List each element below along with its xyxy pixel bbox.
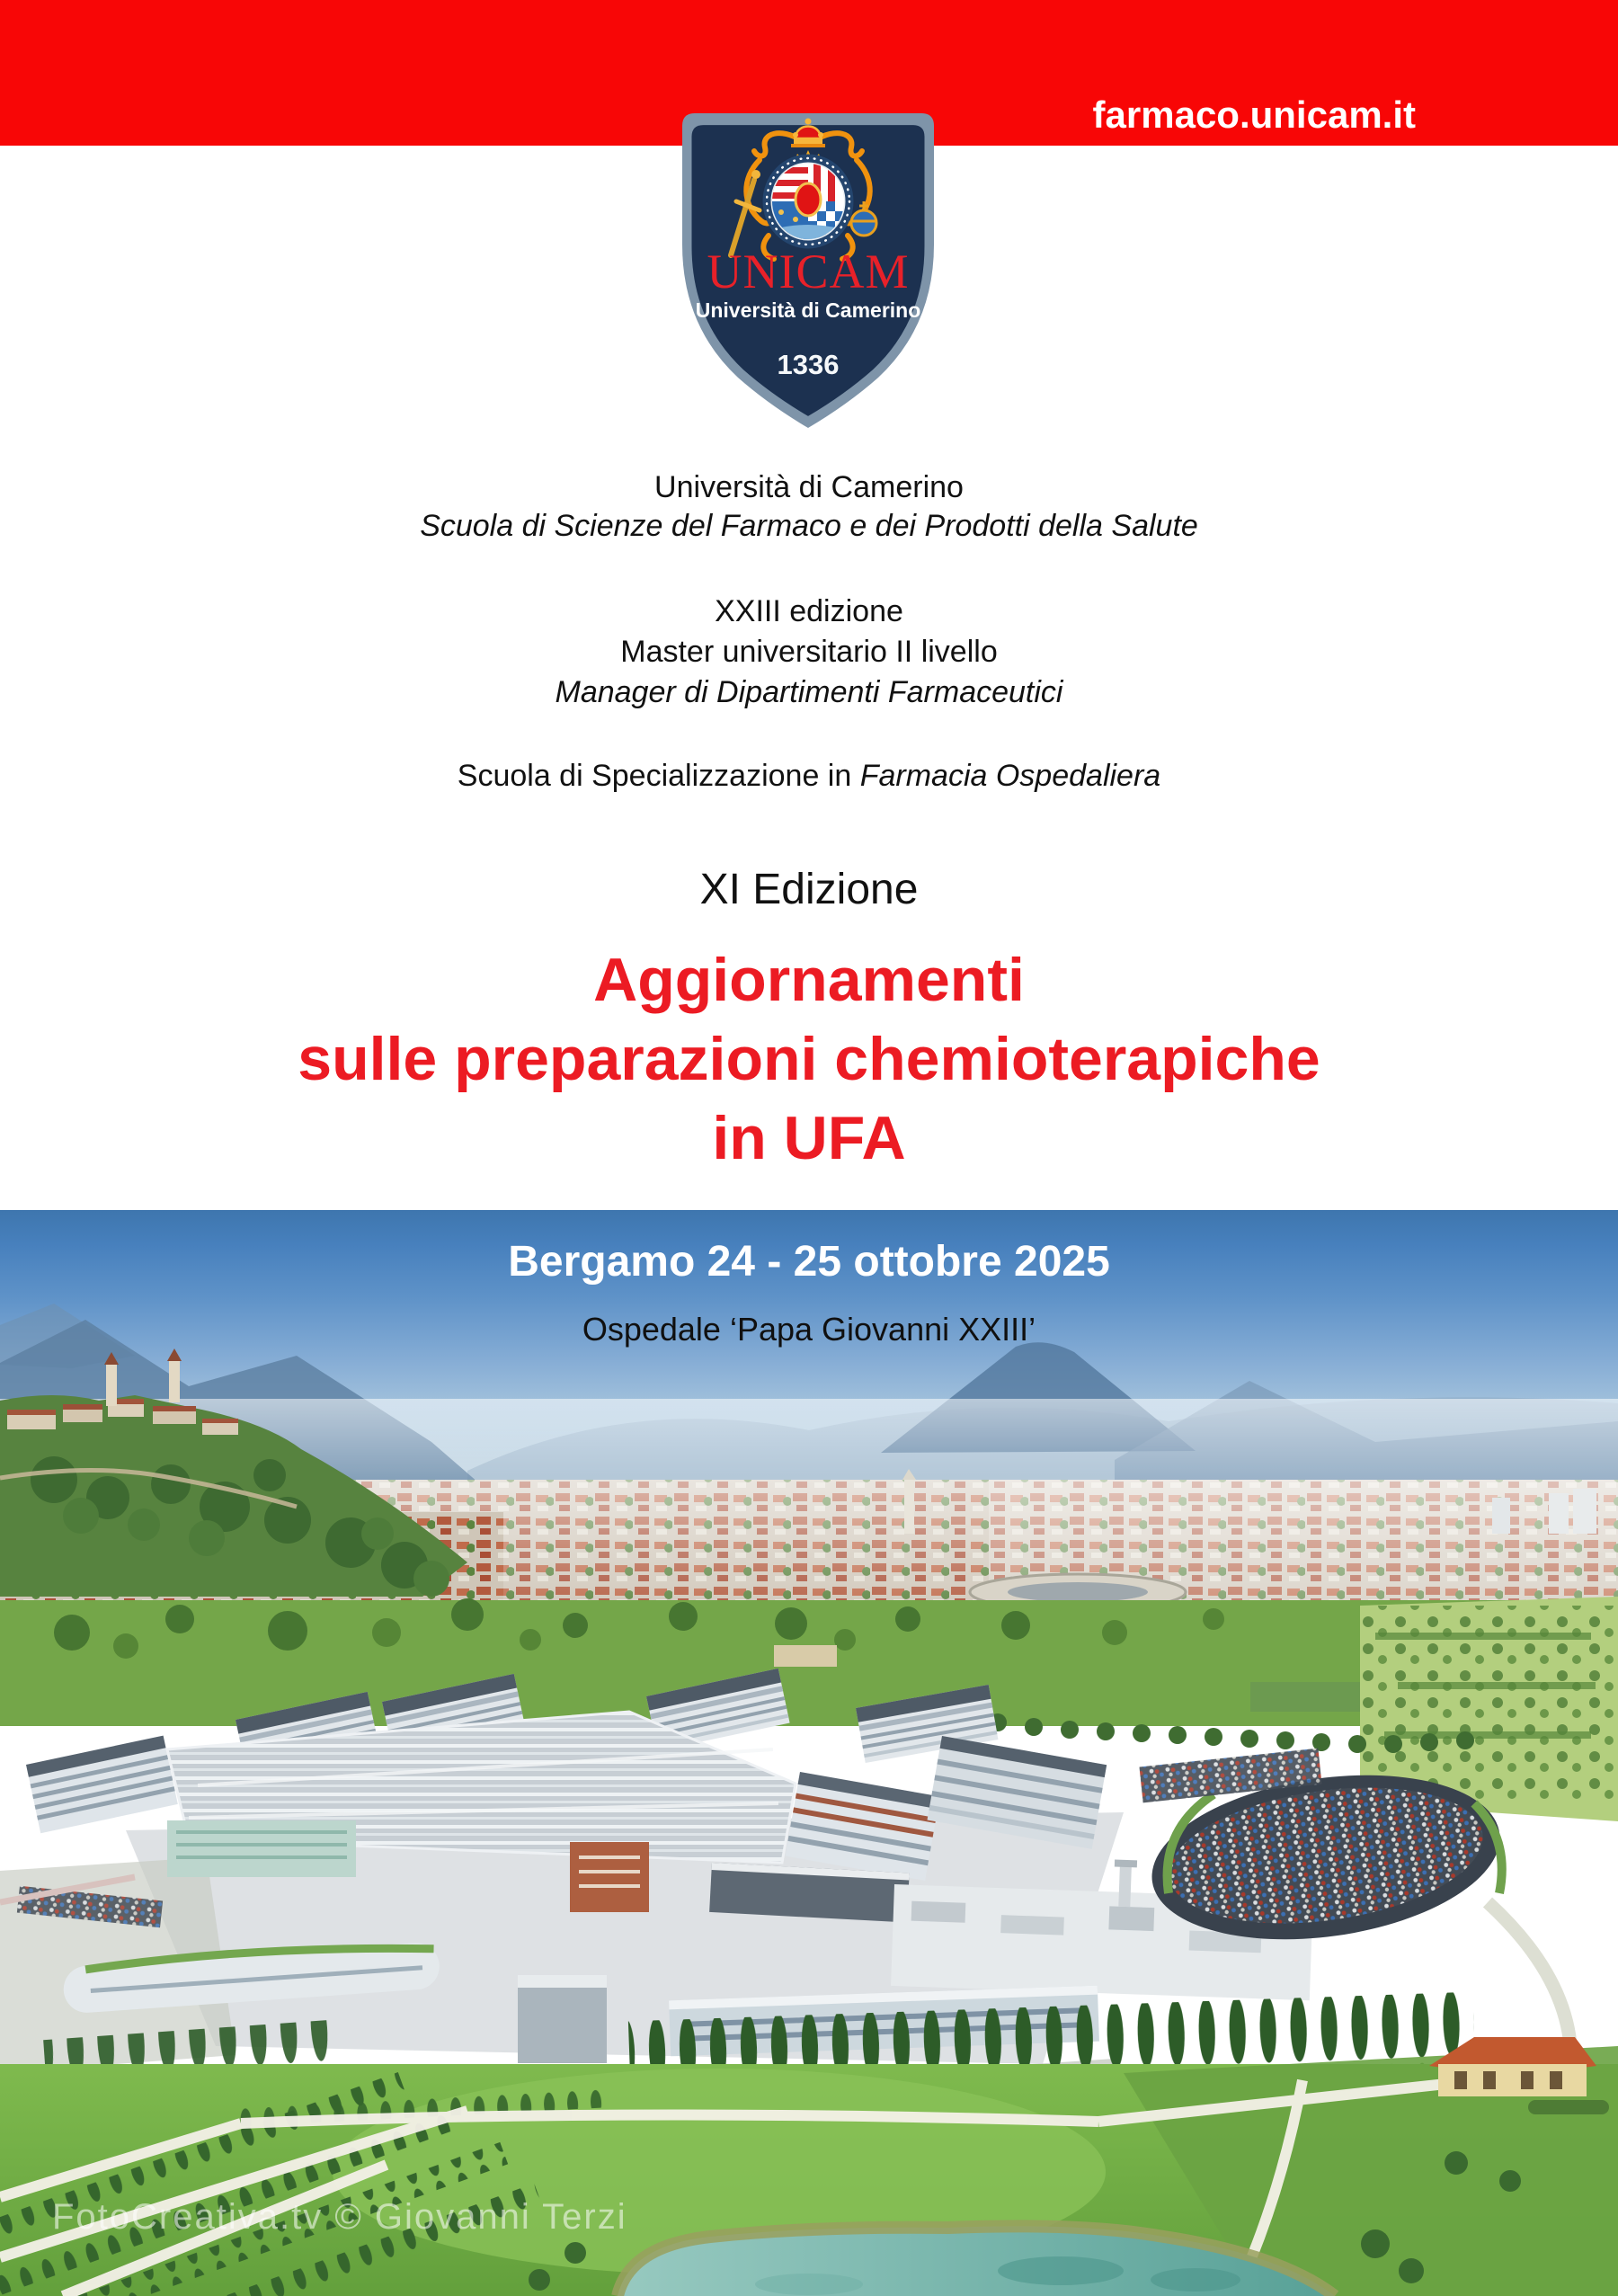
unicam-shield-icon (677, 111, 939, 432)
event-title-line2: sulle preparazioni chemioterapiche (298, 1025, 1320, 1093)
event-title-line1: Aggiornamenti (593, 946, 1025, 1014)
header-master-level: Master universitario II livello (620, 635, 998, 669)
photo-watermark: FotoCreativa.tv © Giovanni Terzi (52, 2197, 627, 2237)
logo-university-name: Università di Camerino (695, 298, 921, 322)
event-title (0, 940, 1618, 1178)
aerial-photo-illustration (0, 1210, 1618, 2296)
brick-building (570, 1842, 649, 1912)
hero-photo (0, 1210, 1618, 2296)
header-edition: XXIII edizione (715, 594, 903, 628)
park (0, 2037, 1618, 2296)
specialization-name: Farmacia Ospedaliera (859, 759, 1161, 793)
header-school: Scuola di Scienze del Farmaco e dei Prodotti della Salute (420, 509, 1198, 543)
glass-wing (167, 1820, 356, 1877)
campanile (904, 1480, 914, 1534)
logo-founded-year: 1336 (777, 349, 840, 380)
specialization-prefix: Scuola di Specializzazione in (457, 759, 860, 793)
header-master-name: Manager di Dipartimenti Farmaceutici (555, 675, 1063, 709)
header-university: Università di Camerino (654, 470, 964, 504)
logo-acronym: UNICAM (707, 245, 910, 298)
event-title-line3: in UFA (712, 1104, 906, 1172)
header-specialization (0, 756, 1618, 796)
hospital-west-wing (26, 1736, 178, 1834)
site-url-text: farmaco.unicam.it (1092, 93, 1416, 136)
event-venue: Ospedale ‘Papa Giovanni XXIII’ (582, 1311, 1036, 1348)
event-date-location: Bergamo 24 - 25 ottobre 2025 (508, 1238, 1110, 1286)
unicam-logo (677, 111, 939, 432)
event-edition: XI Edizione (699, 866, 919, 913)
gray-tower (518, 1975, 607, 2063)
